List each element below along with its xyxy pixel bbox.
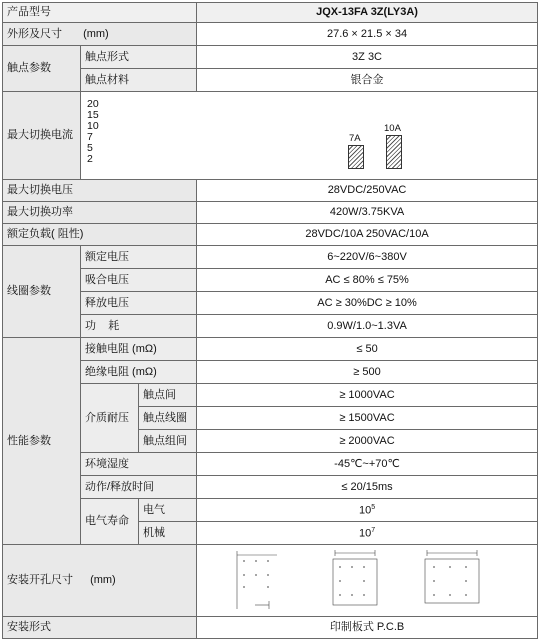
contact-form-value: 3Z 3C [197, 46, 538, 69]
bar-label-7a: 7A [349, 132, 361, 144]
dimensions-unit: (mm) [83, 27, 109, 40]
contact-material-label: 触点材料 [81, 69, 197, 92]
operate-time-label: 动作/释放时间 [81, 476, 197, 499]
bar-7a [348, 145, 364, 169]
contact-resistance-row [3, 338, 538, 361]
coil-row-label: 吸合电压 [81, 269, 197, 292]
y-tick: 15 [87, 109, 99, 121]
life-electrical-exp: 5 [371, 503, 376, 511]
dimensions-label-cell [3, 23, 197, 46]
life-electrical-base: 10 [358, 504, 372, 517]
coil-params-label: 线圈参数 [3, 246, 81, 338]
dielectric-sub-label: 触点间 [139, 384, 197, 407]
pcb-layout-diagrams [197, 547, 538, 615]
max-voltage-row [3, 180, 538, 202]
life-mechanical-label: 机械 [139, 522, 197, 545]
temperature-row [3, 453, 538, 476]
insulation-value: ≥ 500 [197, 361, 538, 384]
coil-row-label: 功 耗 [81, 315, 197, 338]
coil-row-label: 额定电压 [81, 246, 197, 269]
y-tick: 10 [87, 120, 99, 132]
life-label: 电气寿命 [81, 499, 139, 545]
mounting-form-row [3, 617, 538, 639]
mounting-form-value: 印制板式 P.C.B [197, 617, 538, 639]
current-y-ticks [87, 99, 99, 165]
mounting-form-label: 安装形式 [3, 617, 197, 639]
coil-row-value: 0.9W/1.0~1.3VA [197, 315, 538, 338]
dielectric-label: 介质耐压 [81, 384, 139, 453]
model-label: 产品型号 [3, 3, 197, 23]
max-power-row [3, 202, 538, 224]
life-mechanical-value [197, 522, 538, 545]
operate-time-row [3, 476, 538, 499]
insulation-row [3, 361, 538, 384]
mounting-hole-label-cell [3, 545, 197, 617]
life-mechanical-exp: 7 [371, 526, 376, 534]
current-chart [81, 92, 538, 180]
bar-label-10a: 10A [384, 122, 401, 134]
max-power-value: 420W/3.75KVA [197, 202, 538, 224]
rated-load-row [3, 224, 538, 246]
coil-row [3, 269, 538, 292]
life-electrical-row [3, 499, 538, 522]
max-voltage-label: 最大切换电压 [3, 180, 197, 202]
dielectric-sub-label: 触点线圈 [139, 407, 197, 430]
y-tick: 20 [87, 98, 99, 110]
mounting-hole-row [3, 545, 538, 617]
rated-load-value: 28VDC/10A 250VAC/10A [197, 224, 538, 246]
performance-label: 性能参数 [3, 338, 81, 545]
dielectric-value: ≥ 1500VAC [197, 407, 538, 430]
max-current-row [3, 92, 538, 180]
coil-row-label: 释放电压 [81, 292, 197, 315]
life-mechanical-base: 10 [358, 527, 372, 540]
life-electrical-label: 电气 [139, 499, 197, 522]
mounting-hole-unit: (mm) [90, 574, 116, 587]
contact-material-value: 银合金 [197, 69, 538, 92]
dimensions-label: 外形及尺寸 [7, 27, 62, 40]
temperature-value: -45℃~+70℃ [197, 453, 538, 476]
spec-table [2, 2, 538, 639]
contact-form-label: 触点形式 [81, 46, 197, 69]
max-power-label: 最大切换功率 [3, 202, 197, 224]
coil-row-value: AC ≥ 30%DC ≥ 10% [197, 292, 538, 315]
contact-material-row [3, 69, 538, 92]
mounting-hole-label: 安装开孔尺寸 [7, 574, 73, 587]
dimensions-value: 27.6 × 21.5 × 34 [197, 23, 538, 46]
contact-resistance-value: ≤ 50 [197, 338, 538, 361]
dielectric-sub-label: 触点组间 [139, 430, 197, 453]
model-row [3, 3, 538, 23]
max-current-label: 最大切换电流 [3, 92, 81, 180]
contact-params-label: 触点参数 [3, 46, 81, 92]
insulation-label: 绝缘电阻 (mΩ) [81, 361, 197, 384]
coil-row-value: 6~220V/6~380V [197, 246, 538, 269]
y-tick: 7 [87, 131, 93, 143]
pcb-layout-diagram-2 [333, 550, 377, 605]
pcb-layout-diagram-1 [237, 551, 277, 609]
max-voltage-value: 28VDC/250VAC [197, 180, 538, 202]
coil-row [3, 315, 538, 338]
dimensions-row [3, 23, 538, 46]
bar-10a [386, 135, 402, 169]
coil-row [3, 246, 538, 269]
dielectric-row [3, 384, 538, 407]
coil-row-value: AC ≤ 80% ≤ 75% [197, 269, 538, 292]
mounting-hole-drawings [197, 545, 538, 617]
dielectric-value: ≥ 2000VAC [197, 430, 538, 453]
contact-form-row [3, 46, 538, 69]
model-value: JQX-13FA 3Z(LY3A) [197, 3, 538, 23]
contact-resistance-label: 接触电阻 (mΩ) [81, 338, 197, 361]
y-tick: 2 [87, 153, 93, 165]
coil-row [3, 292, 538, 315]
life-electrical-value [197, 499, 538, 522]
operate-time-value: ≤ 20/15ms [197, 476, 538, 499]
temperature-label: 环境湿度 [81, 453, 197, 476]
dielectric-value: ≥ 1000VAC [197, 384, 538, 407]
pcb-layout-diagram-3 [425, 550, 479, 603]
y-tick: 5 [87, 142, 93, 154]
rated-load-label: 额定负载( 阻性) [3, 224, 197, 246]
